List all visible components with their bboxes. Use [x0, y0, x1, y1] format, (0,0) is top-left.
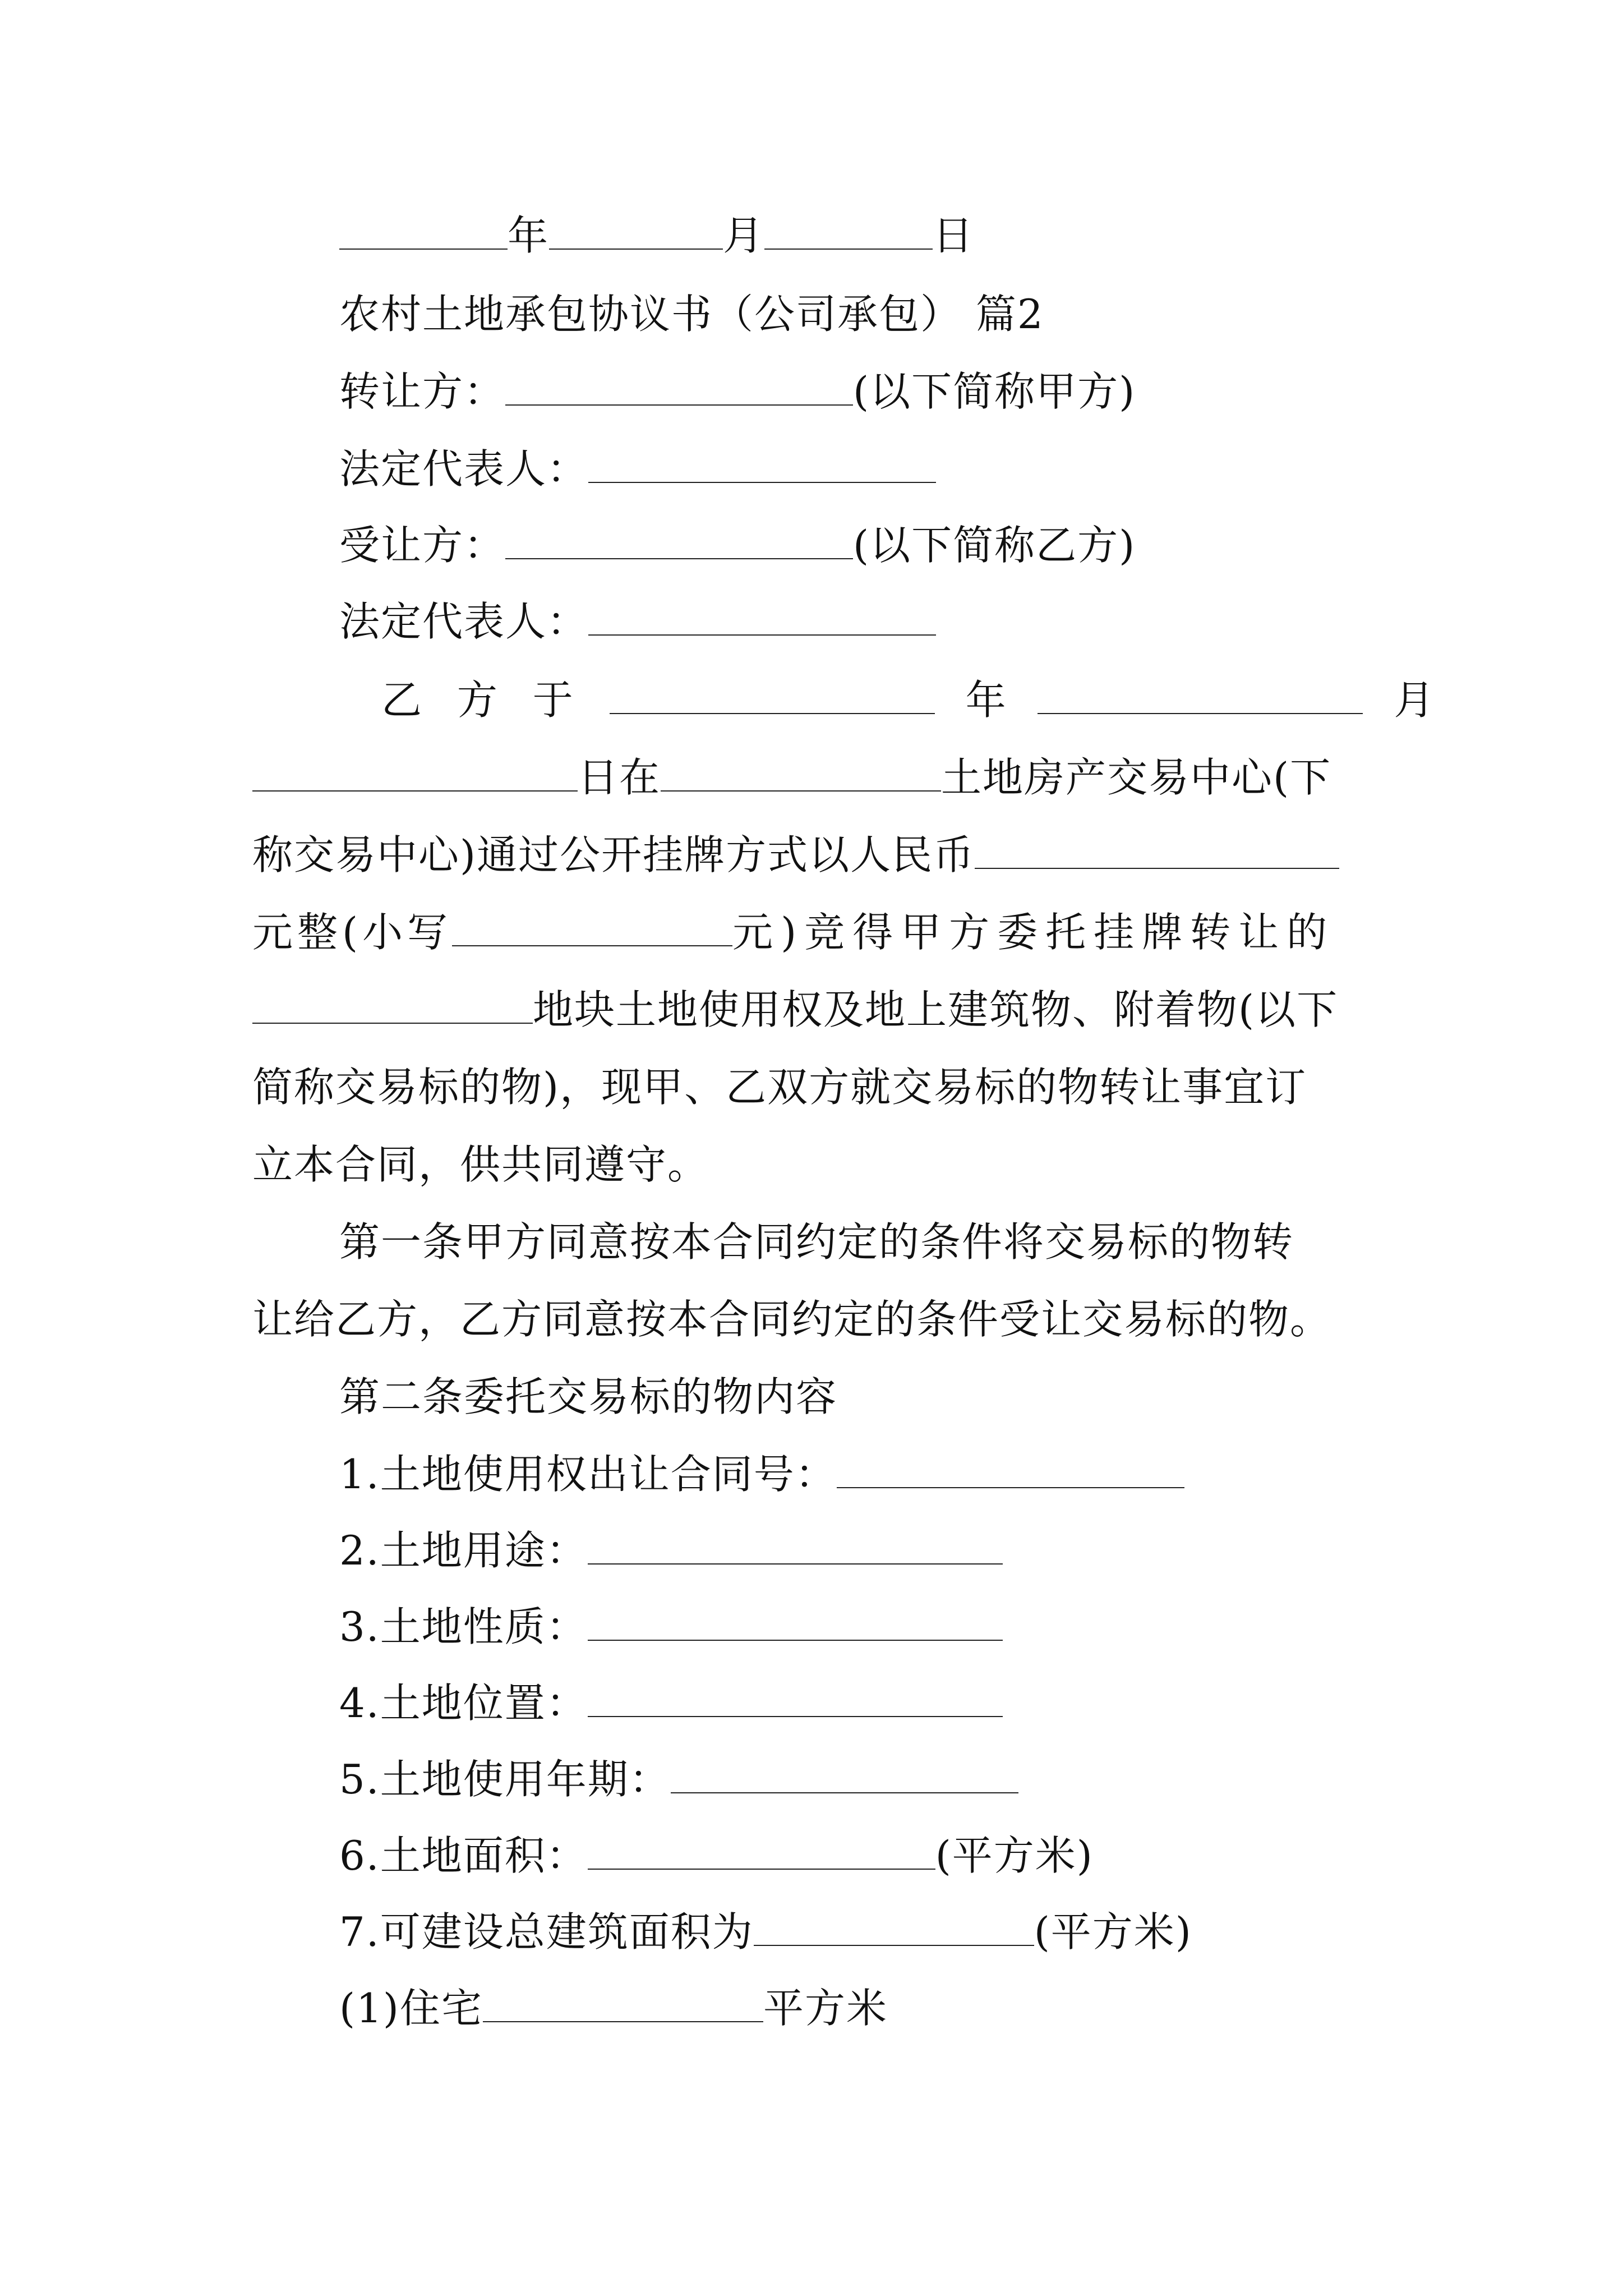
preamble-line-5 — [252, 983, 1338, 1037]
year-blank[interactable] — [339, 209, 508, 250]
preamble-text-4a: 元整(小写 — [252, 909, 453, 956]
article1-line-2: 让给乙方，乙方同意按本合同约定的条件受让交易标的物。 — [252, 1296, 1332, 1343]
preamble-line-4 — [252, 905, 1335, 959]
preamble-day-blank[interactable] — [252, 751, 578, 792]
item-7-1-unit: 平方米 — [763, 1985, 888, 2032]
transferor-label: 转让方： — [339, 368, 506, 415]
preamble-center-blank[interactable] — [661, 751, 941, 792]
preamble-amount-blank[interactable] — [975, 829, 1339, 869]
rep1-blank[interactable] — [588, 443, 936, 483]
item-7-label: 7.可建设总建筑面积为 — [339, 1908, 754, 1955]
preamble-text-3: 称交易中心)通过公开挂牌方式以人民币 — [252, 831, 975, 878]
transferee-label: 受让方： — [339, 522, 506, 569]
preamble-text-4b: 元)竞得甲方委托挂牌转让的 — [732, 909, 1335, 956]
rep1-line — [339, 442, 936, 496]
preamble-line-6: 简称交易标的物)，现甲、乙双方就交易标的物转让事宜订 — [252, 1064, 1307, 1111]
rep2-line — [339, 595, 936, 648]
preamble-line-2 — [252, 751, 1331, 804]
land-area-blank[interactable] — [588, 1829, 935, 1870]
article2-item-1 — [339, 1447, 1184, 1501]
day-label: 日 — [933, 212, 975, 259]
preamble-plot-blank[interactable] — [252, 983, 533, 1024]
item-3-label: 3.土地性质： — [339, 1603, 588, 1650]
item-1-label: 1.土地使用权出让合同号： — [339, 1451, 837, 1498]
preamble-text-2b: 土地房产交易中心(下 — [941, 754, 1332, 801]
month-label: 月 — [723, 212, 765, 259]
article2-item-3 — [339, 1600, 1003, 1654]
article2-item-6 — [339, 1829, 1094, 1883]
rep2-label: 法定代表人： — [339, 598, 589, 645]
rep2-blank[interactable] — [588, 595, 936, 636]
land-use-blank[interactable] — [588, 1524, 1003, 1565]
preamble-text-1a: 乙 方 于 — [381, 677, 584, 724]
preamble-line-3 — [252, 828, 1339, 882]
preamble-text-1c: 月 — [1394, 677, 1436, 724]
residential-area-blank[interactable] — [483, 1982, 763, 2022]
preamble-month-blank[interactable] — [1038, 674, 1363, 714]
item-7-1-label: (1)住宅 — [339, 1985, 483, 2032]
transferor-blank[interactable] — [505, 365, 853, 406]
item-7-unit: (平方米) — [1034, 1908, 1192, 1955]
transferee-line — [339, 518, 1136, 572]
transferor-line — [339, 365, 1136, 418]
transferee-suffix: (以下简称乙方) — [853, 522, 1136, 569]
preamble-lowercase-blank[interactable] — [452, 906, 732, 946]
document-heading: 农村土地承包协议书（公司承包） 篇2 — [339, 291, 1044, 338]
day-blank[interactable] — [764, 209, 933, 250]
contract-number-blank[interactable] — [837, 1448, 1184, 1488]
article1-line-1: 第一条甲方同意按本合同约定的条件将交易标的物转 — [339, 1218, 1294, 1266]
article2-title: 第二条委托交易标的物内容 — [339, 1373, 838, 1420]
item-4-label: 4.土地位置： — [339, 1680, 588, 1727]
article2-item-7 — [339, 1905, 1192, 1959]
preamble-line-1 — [381, 673, 1435, 727]
item-5-label: 5.土地使用年期： — [339, 1756, 671, 1803]
preamble-text-1b: 年 — [965, 677, 1007, 724]
date-line — [339, 209, 974, 263]
item-6-unit: (平方米) — [935, 1832, 1094, 1879]
item-6-label: 6.土地面积： — [339, 1832, 588, 1879]
article2-item-5 — [339, 1752, 1018, 1806]
article2-item-7-1 — [339, 1981, 888, 2035]
preamble-text-2a: 日在 — [578, 754, 661, 801]
preamble-text-5: 地块土地使用权及地上建筑物、附着物(以下 — [533, 986, 1339, 1033]
building-area-blank[interactable] — [754, 1906, 1034, 1946]
transferee-blank[interactable] — [505, 519, 853, 559]
preamble-line-7: 立本合同，供共同遵守。 — [252, 1141, 709, 1188]
year-label: 年 — [508, 212, 550, 259]
rep1-label: 法定代表人： — [339, 445, 589, 493]
land-location-blank[interactable] — [588, 1677, 1003, 1717]
transferor-suffix: (以下简称甲方) — [853, 368, 1136, 415]
month-blank[interactable] — [549, 209, 723, 250]
article2-item-4 — [339, 1676, 1003, 1730]
item-2-label: 2.土地用途： — [339, 1527, 588, 1574]
preamble-year-blank[interactable] — [610, 674, 935, 714]
land-term-blank[interactable] — [671, 1753, 1018, 1793]
land-nature-blank[interactable] — [588, 1600, 1003, 1641]
article2-item-2 — [339, 1524, 1003, 1577]
